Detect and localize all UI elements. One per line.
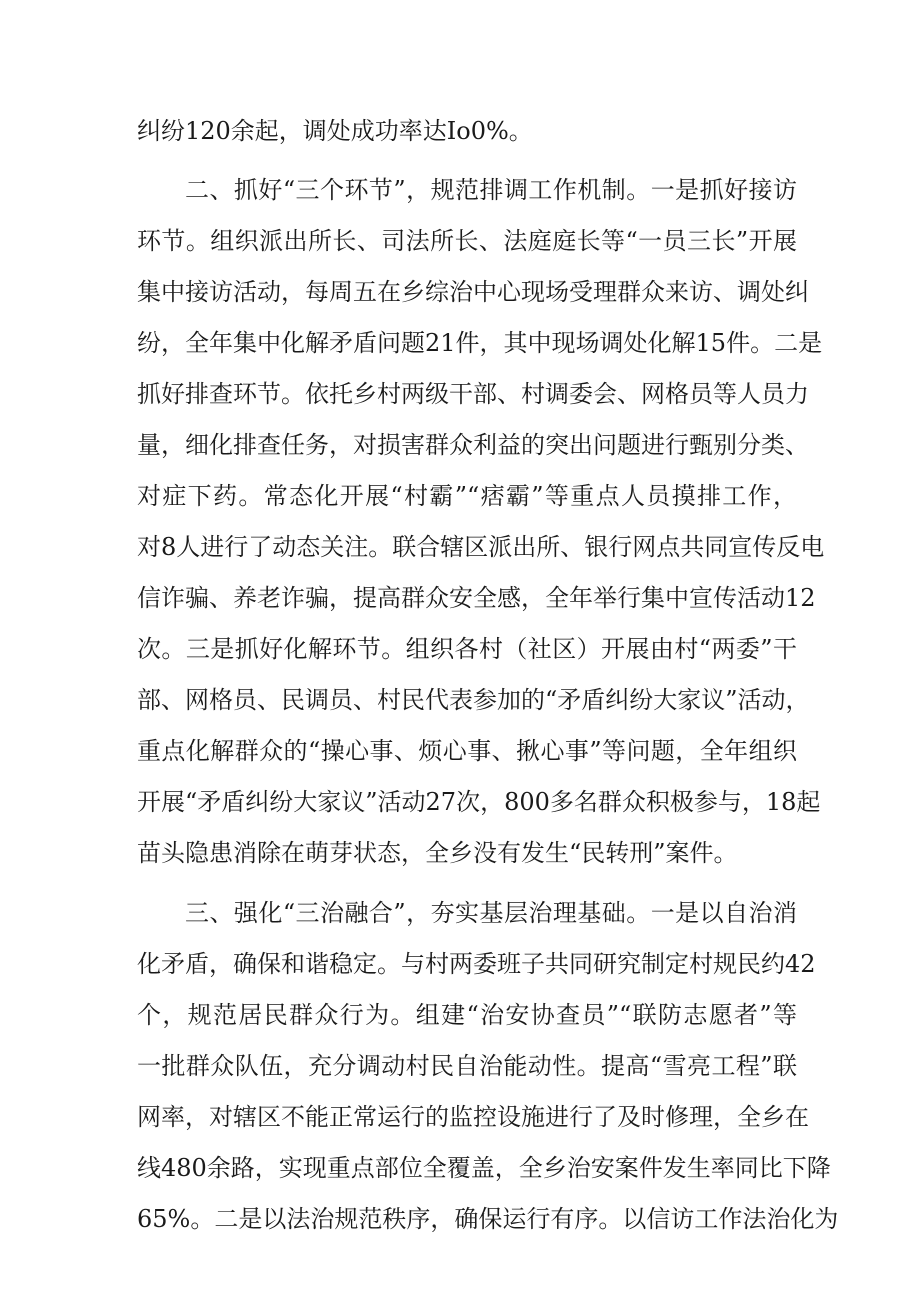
paragraph-heading-line: 二、抓好“三个环节”，规范排调工作机制。一是抓好接访 bbox=[185, 176, 797, 204]
text-line: 对8人进行了动态关注。联合辖区派出所、银行网点共同宣传反电 bbox=[137, 533, 825, 561]
text-line: 环节。组织派出所长、司法所长、法庭庭长等“一员三长”开展 bbox=[137, 227, 797, 255]
text-line: 线480余路，实现重点部位全覆盖，全乡治安案件发生率同比下降 bbox=[137, 1154, 831, 1182]
text-line: 苗头隐患消除在萌芽状态，全乡没有发生“民转刑”案件。 bbox=[137, 839, 738, 867]
text-line: 信诈骗、养老诈骗，提高群众安全感，全年举行集中宣传活动12 bbox=[137, 584, 816, 612]
text-line: 纠纷120余起，调处成功率达Io0%。 bbox=[137, 117, 533, 145]
text-line: 一批群众队伍，充分调动村民自治能动性。提高“雪亮工程”联 bbox=[137, 1052, 797, 1080]
text-line: 个，规范居民群众行为。组建“治安协查员”“联防志愿者”等 bbox=[137, 1001, 797, 1029]
text-line: 量，细化排查任务，对损害群众利益的突出问题进行甄别分类、 bbox=[137, 431, 809, 459]
text-line: 集中接访活动，每周五在乡综治中心现场受理群众来访、调处纠 bbox=[137, 278, 809, 306]
text-line: 纷，全年集中化解矛盾问题21件，其中现场调处化解15件。二是 bbox=[137, 329, 823, 357]
text-line: 开展“矛盾纠纷大家议”活动27次，800多名群众积极参与，18起 bbox=[137, 788, 821, 816]
text-line: 部、网格员、民调员、村民代表参加的“矛盾纠纷大家议”活动， bbox=[137, 686, 810, 714]
text-line: 化矛盾，确保和谐稳定。与村两委班子共同研究制定村规民约42 bbox=[137, 950, 816, 978]
text-line: 网率，对辖区不能正常运行的监控设施进行了及时修理，全乡在 bbox=[137, 1103, 809, 1131]
text-line: 65%。二是以法治规范秩序，确保运行有序。以信访工作法治化为 bbox=[137, 1205, 839, 1233]
paragraph-heading-line: 三、强化“三治融合”，夯实基层治理基础。一是以自治消 bbox=[185, 899, 797, 927]
text-line: 重点化解群众的“操心事、烦心事、揪心事”等问题，全年组织 bbox=[137, 737, 797, 765]
text-line: 次。三是抓好化解环节。组织各村（社区）开展由村“两委”干 bbox=[137, 635, 797, 663]
text-line: 抓好排查环节。依托乡村两级干部、村调委会、网格员等人员力 bbox=[137, 380, 809, 408]
text-line: 对症下药。常态化开展“村霸”“痞霸”等重点人员摸排工作， bbox=[137, 482, 797, 510]
